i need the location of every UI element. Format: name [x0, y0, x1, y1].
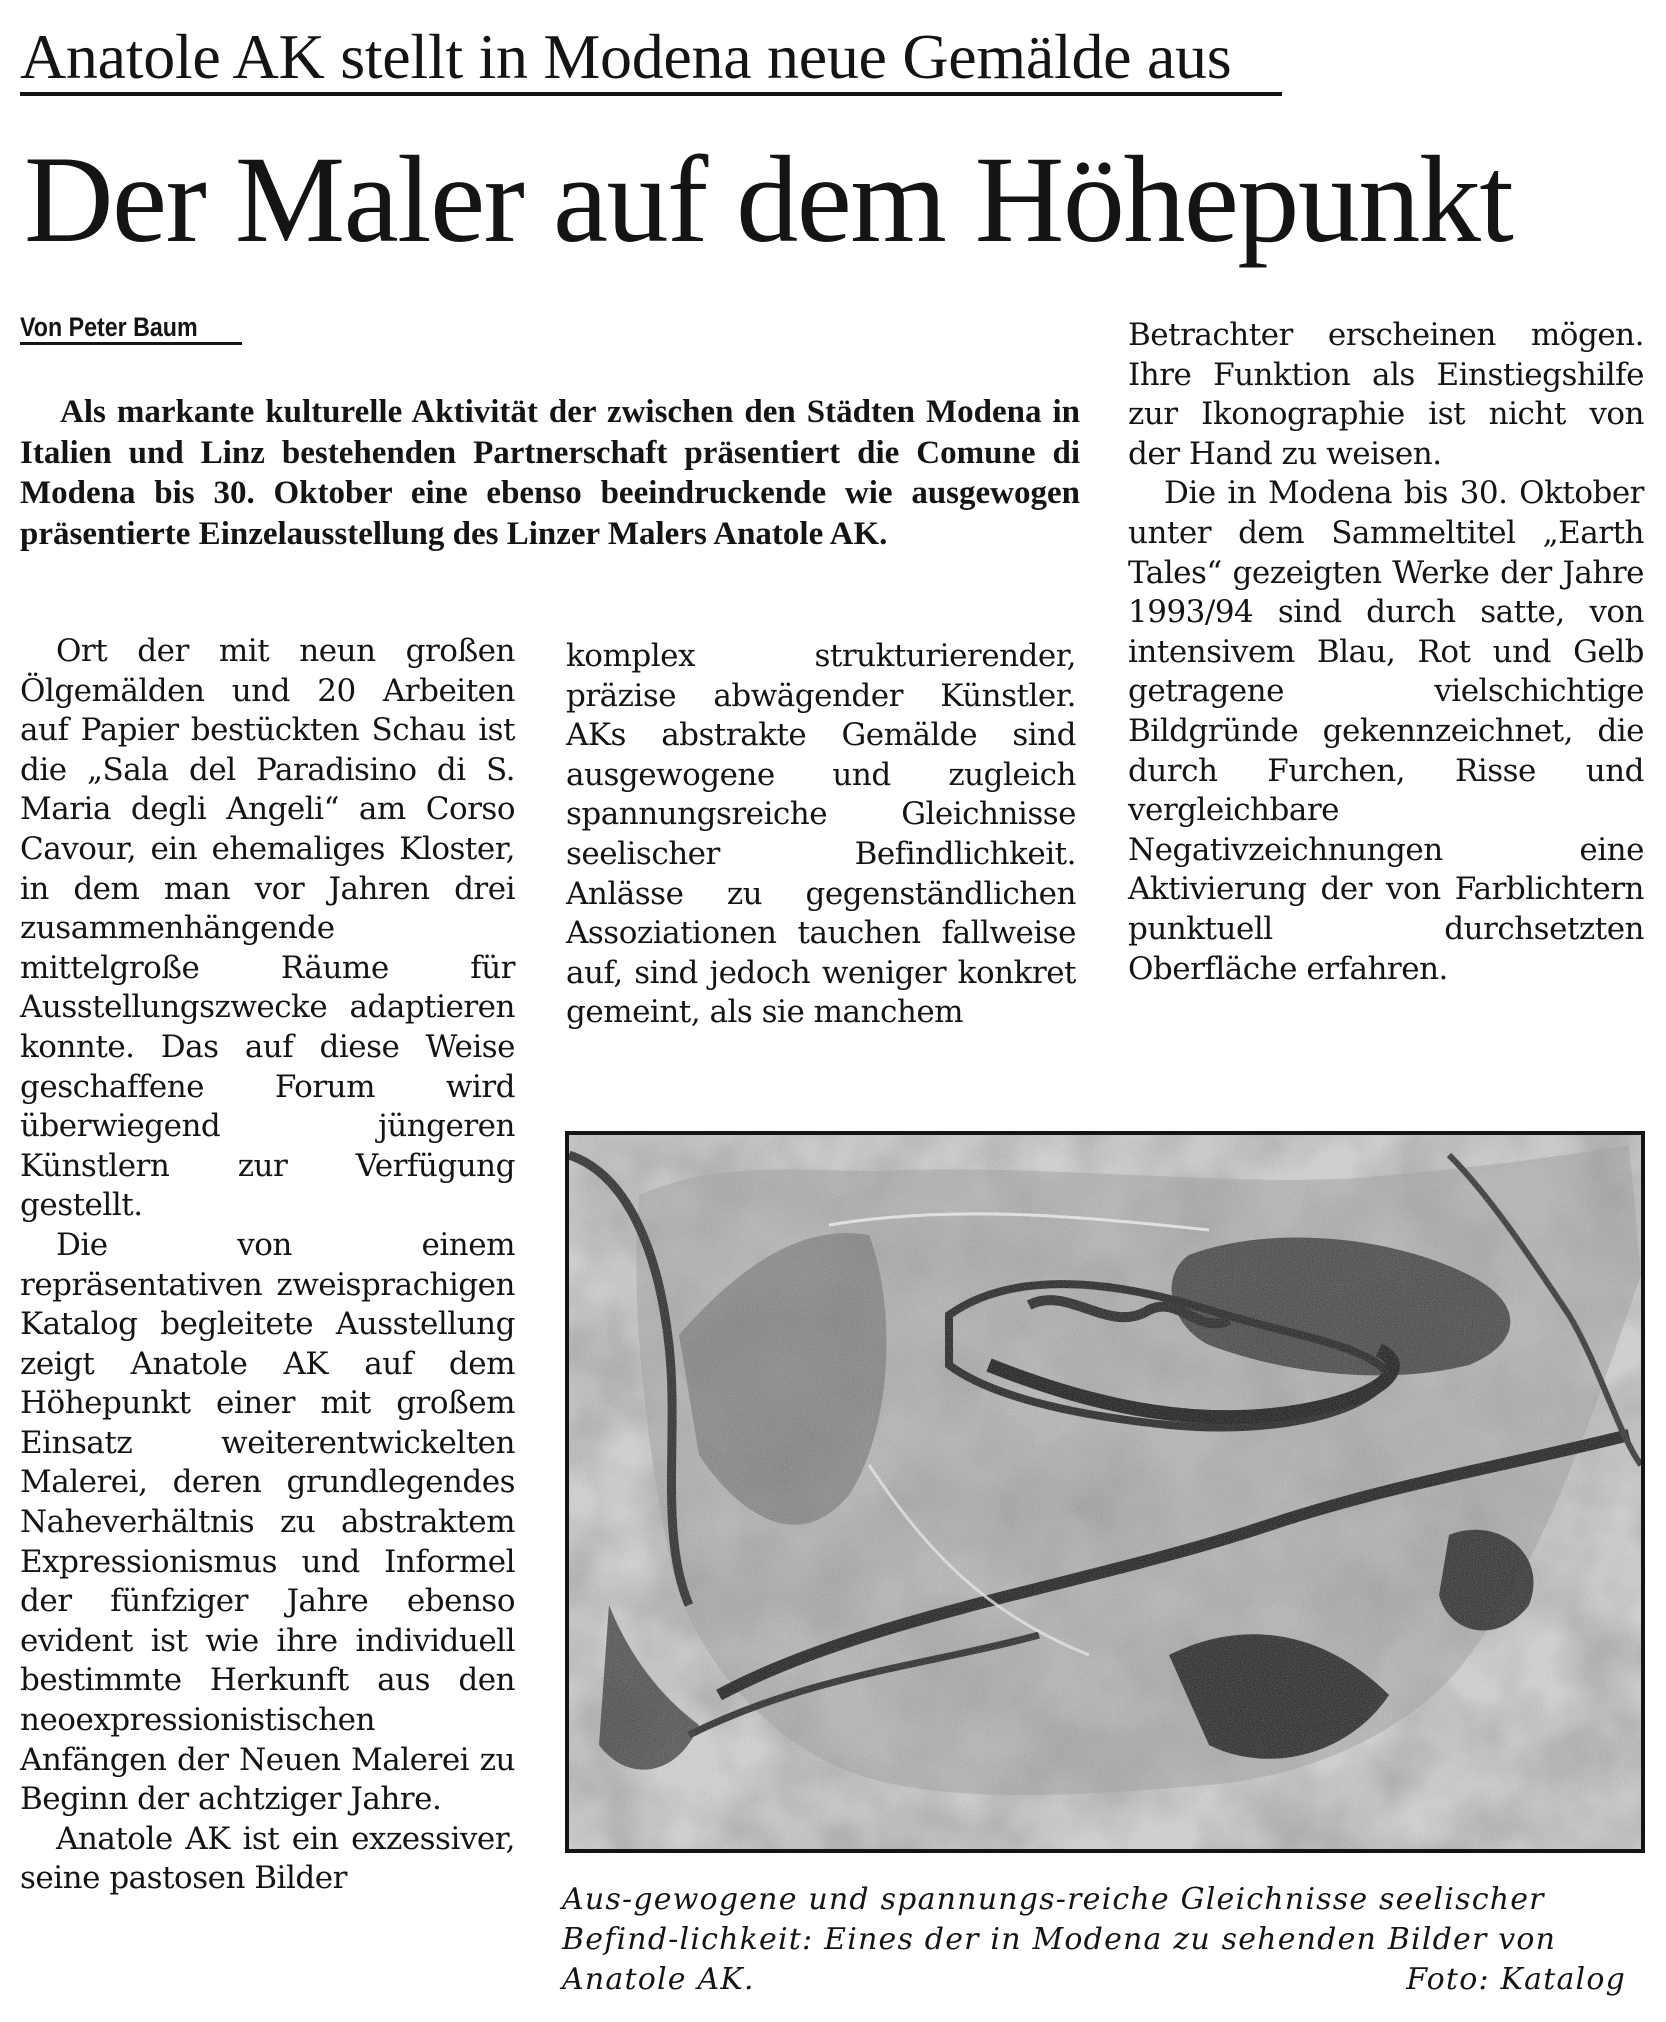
- kicker-headline: Anatole AK stellt in Modena neue Gemälde aus: [20, 21, 1232, 92]
- column-3-paragraph-1: Betrachter erscheinen mögen. Ihre Funktion als Einstiegshilfe zur Ikonographie ist nicht von der Hand zu weisen.: [1128, 317, 1644, 472]
- article-column-3: [1128, 316, 1644, 989]
- column-1-paragraph-1: Ort der mit neun großen Ölgemälden und 20 Arbeiten auf Papier bestückten Schau ist die „Sala del Paradisino di S. Maria degli Angeli“ am Corso Cavour, ein ehemaliges Kloster, in dem man vor Jahren drei zusammenhängende mittelgroße Räume für Ausstellungszwecke adaptieren konnte. Das auf diese Weise geschaffene Forum wird überwiegend jüngeren Künstlern zur Verfügung gestellt.: [20, 633, 515, 1224]
- column-3-paragraph-2: Die in Modena bis 30. Oktober unter dem Sammeltitel „Earth Tales“ gezeigten Werke der Jahre 1993/94 sind durch satte, von intensivem Blau, Rot und Gelb getragene vielschichtige Bildgründe gekennzeichnet, die durch Furchen, Risse und vergleichbare Negativzeichnungen eine Aktivierung der von Farblichtern punktuell durchsetzten Oberfläche erfahren.: [1128, 475, 1644, 987]
- column-2-paragraph-1: komplex strukturierender, präzise abwägender Künstler. AKs abstrakte Gemälde sind ausgewogene und zugleich spannungsreiche Gleichnisse seelischer Befindlichkeit. Anlässe zu gegenständlichen Assoziationen tauchen fallweise auf, sind jedoch weniger konkret gemeint, als sie manchem: [566, 638, 1076, 1031]
- photo-caption: Aus-gewogene und spannungs-reiche Gleichnisse seelischer Befind-lichkeit: Eines der in Modena zu sehenden Bilder von Anatole AK.: [562, 1882, 1557, 1997]
- abstract-painting-image: [569, 1135, 1641, 1849]
- column-1-paragraph-3: Anatole AK ist ein exzessiver, seine pastosen Bilder: [20, 1820, 515, 1897]
- byline-underline: [20, 342, 242, 345]
- lead-paragraph: Als markante kulturelle Aktivität der zwischen den Städten Modena in Italien und Linz bestehenden Partnerschaft präsentiert die Comune di Modena bis 30. Oktober eine ebenso beeindruckende wie ausgewogen präsentierte Einzelausstellung des Linzer Malers Anatole AK.: [20, 394, 1080, 552]
- painting-photo: [565, 1131, 1645, 1853]
- photo-credit: Foto: Katalog: [1406, 1962, 1626, 1997]
- column-1-paragraph-2: Die von einem repräsentativen zweisprachigen Katalog begleitete Ausstellung zeigt Anatole AK auf dem Höhepunkt einer mit großem Einsatz weiterentwickelten Malerei, deren grundlegendes Naheverhältnis zu abstraktem Expressionismus und Informel der fünfziger Jahre ebenso evident ist wie ihre individuell bestimmte Herkunft aus den neoexpressionistischen Anfängen der Neuen Malerei zu Beginn der achtziger Jahre.: [20, 1226, 515, 1818]
- main-headline: Der Maler auf dem Höhepunkt: [24, 131, 1513, 268]
- article-column-2: [566, 637, 1076, 1033]
- byline: Von Peter Baum: [20, 312, 198, 342]
- article-column-1: [20, 632, 515, 1899]
- kicker-underline: [20, 92, 1282, 96]
